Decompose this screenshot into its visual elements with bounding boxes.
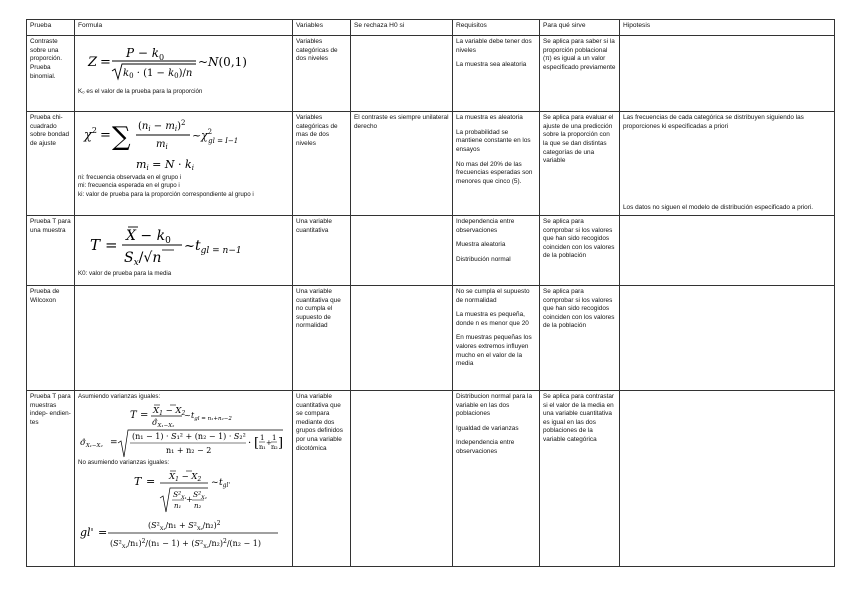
- cell-hipotesis: [620, 285, 835, 390]
- svg-text:1: 1: [260, 434, 265, 443]
- cell-requisitos: [453, 215, 540, 285]
- svg-text:σ̂X₁−X₂: $\sigmâ_{X_1-X_2}$: [152, 418, 175, 430]
- t-independent-unequal-variance-formula: [78, 468, 290, 516]
- svg-text:=: =: [140, 410, 149, 422]
- svg-text:T: T: [134, 474, 142, 488]
- cell-rechaza: [351, 390, 453, 566]
- hipotesis-nula: Las frecuencias de cada categórica se distribuyen siguiendo las proporciones ki especificadas a priori: [623, 114, 804, 130]
- cell-formula: [75, 112, 293, 216]
- cell-hipotesis: [620, 36, 835, 112]
- svg-text:S²X₁: $S^2_{X_1}$: [173, 489, 187, 501]
- cell-formula: [75, 215, 293, 285]
- formula-note: K₀ es el valor de la prueba para la proporción: [78, 88, 203, 95]
- svg-text:tgl = n−1: $t_{gl = n-1}$: [195, 237, 242, 256]
- statistics-table: [26, 19, 835, 567]
- t-one-sample-formula: [78, 218, 290, 270]
- cell-variables: Una variable cuantitativa que no cumpla el supuesto de normalidad: [293, 285, 351, 390]
- table-row: [27, 390, 835, 566]
- cell-formula: [75, 36, 293, 112]
- svg-text:1: 1: [272, 434, 277, 443]
- requisito-item: En muestras pequeñas los valores extremos influyen mucho en el valor de la media: [456, 334, 532, 368]
- header-variables: Variables: [293, 20, 351, 36]
- svg-text:~: ~: [198, 55, 209, 69]
- svg-text:n₁: n₁: [174, 501, 182, 510]
- cell-sirve: Se aplica para contrastar si el valor de la media en una variable cuantitativa es igual en las dos poblaciones de la variable categórica: [540, 390, 620, 566]
- svg-text:T: T: [90, 235, 101, 254]
- header-rechaza: Se rechaza H0 si: [351, 20, 453, 36]
- cell-hipotesis: [620, 112, 835, 216]
- svg-text:=: =: [100, 55, 111, 70]
- cell-rechaza: [351, 285, 453, 390]
- cell-rechaza: [351, 215, 453, 285]
- svg-text:~: ~: [211, 477, 219, 488]
- cell-rechaza: [351, 36, 453, 112]
- svg-text:P − k0: $P - k_0$: [126, 46, 165, 62]
- header-hipotesis: Hipotesis: [620, 20, 835, 36]
- requisito-item: Distribución normal: [456, 255, 511, 263]
- svg-text:=: =: [100, 128, 111, 143]
- svg-text:k0 · (1 − k0)/n: $k_0 \cdot (1 - k_0)/n$: [123, 68, 193, 80]
- cell-sirve: Se aplica para saber si la proporción poblacional (π) es igual a un valor especificado previamente: [540, 36, 620, 112]
- header-formula: Formula: [75, 20, 293, 36]
- svg-text:~: ~: [184, 411, 191, 421]
- cell-sirve: Se aplica para comprobar si los valores que han sido recogidos coinciden con los valores de la población: [540, 285, 620, 390]
- svg-text:~: ~: [192, 129, 202, 142]
- svg-text:tgl': $t_{gl'}$: [219, 477, 231, 489]
- svg-text:mi: $m_i$: [156, 139, 168, 151]
- hipotesis-alternativa: Los datos no siguen el modelo de distribución especificado a priori.: [623, 204, 814, 212]
- cell-prueba: Contraste sobre una proporción. Prueba binomial.: [27, 36, 75, 112]
- cell-hipotesis: [620, 390, 835, 566]
- requisito-item: No mas del 20% de las frecuencias esperadas son menores que cinco (5).: [456, 160, 533, 185]
- svg-text:(ni − mi)2: $(n_i - m_i)^2$: [138, 119, 186, 133]
- svg-text:=: =: [105, 235, 118, 254]
- svg-text:(n₁ − 1) · S₁² + (n₂ − 1) · S₂: (n₁ − 1) · S₁² + (n₂ − 1) · S₂²: [132, 432, 246, 442]
- cell-sirve: Se aplica para comprobar si los valores que han sido recogidos coinciden con los valores de la población: [540, 215, 620, 285]
- header-prueba: Prueba: [27, 20, 75, 36]
- table-row: [27, 215, 835, 285]
- svg-text:=: =: [146, 474, 156, 488]
- cell-requisitos: [453, 36, 540, 112]
- svg-text:n₂: n₂: [194, 501, 202, 510]
- svg-text:(S²X₁/n₁ + S²X₂/n₂)2: $(S^2_{X_1}/n_1 + S^2_{X_2}/n_2)^2$: [148, 519, 221, 532]
- svg-text:·: ·: [248, 438, 252, 450]
- cell-variables: Variables categóricas de mas de dos niveles: [293, 112, 351, 216]
- requisito-item: La muestra es aleatoria: [456, 114, 523, 121]
- requisito-item: La muestra sea aleatoria: [456, 61, 527, 69]
- cell-prueba: Prueba T para una muestra: [27, 215, 75, 285]
- formula-note: No asumiendo varianzas iguales:: [78, 459, 170, 467]
- requisito-item: Independencia entre observaciones: [456, 217, 515, 234]
- cell-requisitos: [453, 390, 540, 566]
- welch-degrees-of-freedom-formula: [78, 516, 290, 552]
- cell-formula: [75, 390, 293, 566]
- cell-requisitos: [453, 112, 540, 216]
- cell-prueba: Prueba de Wilcoxon: [27, 285, 75, 390]
- svg-text:~: ~: [184, 238, 195, 254]
- requisito-item: La muestra es pequeña, donde n es menor que 20: [456, 311, 529, 327]
- cell-prueba: Prueba chi-cuadrado sobre bondad de ajuste: [27, 112, 75, 216]
- requisito-item: Distribucion normal para la variable en las dos poblaciones: [456, 392, 533, 418]
- cell-hipotesis: [620, 215, 835, 285]
- formula-note: Asumiendo varianzas iguales:: [78, 392, 161, 400]
- svg-text:gl': gl': [80, 525, 94, 539]
- cell-variables: Una variable cuantitativa: [293, 215, 351, 285]
- svg-text:X1 − X2: $X_1 - X_2$: [153, 406, 186, 418]
- svg-text:[: [: [254, 436, 260, 452]
- svg-text:]: ]: [278, 436, 284, 452]
- svg-text:=: =: [98, 525, 108, 539]
- svg-text:σ̂X₁−X₂: $\sigmâ_{X_1-X_2}$: [80, 438, 103, 450]
- cell-rechaza: El contraste es siempre unilateral derecho: [351, 112, 453, 216]
- svg-text:X − k0: $X - k_0$: [126, 227, 171, 246]
- cell-variables: Variables categóricas de dos niveles: [293, 36, 351, 112]
- svg-text:χ2gl = I−1: $\chi^2$ gl = I−1: [201, 128, 239, 145]
- svg-text:(S²X₁/n₁)2/(n₁ − 1) + (S²X₂/n₂: $(S^2_{X_1}/n_1)^2/(n_1 - 1) + (S^2_{X_2}/n_2)^2/(n_2 - 1)$: [110, 537, 261, 550]
- header-row: [27, 20, 835, 36]
- formula-note: K0: valor de prueba para la media: [78, 269, 172, 277]
- formula-note: ki: valor de prueba para la proporción correspondiente al grupo i: [78, 190, 254, 198]
- formula-note: mi: frecuencia esperada en el grupo i: [78, 182, 180, 190]
- header-requisitos: Requisitos: [453, 20, 540, 36]
- requisito-item: Igualdad de varianzas: [456, 424, 519, 432]
- requisito-item: Independencia entre observaciones: [456, 439, 515, 456]
- svg-text:n₁: n₁: [259, 443, 266, 452]
- cell-formula: [75, 285, 293, 390]
- requisito-item: La probabilidad se mantiene constante en los ensayos: [456, 128, 531, 153]
- svg-text:n₂: n₂: [271, 443, 278, 452]
- svg-text:Z: Z: [88, 55, 98, 70]
- table-row: [27, 36, 835, 112]
- binomial-formula: [78, 38, 290, 88]
- cell-sirve: Se aplica para evaluar el ajuste de una predicción sobre la proporción con la que se dan distintas categorías de una variable: [540, 112, 620, 216]
- svg-text:X1 − X2: $X_1 - X_2$: [169, 471, 202, 483]
- svg-text:∑: ∑: [112, 122, 131, 152]
- svg-text:n₁ + n₂ − 2: n₁ + n₂ − 2: [166, 446, 212, 456]
- svg-text:T: T: [130, 410, 137, 422]
- cell-prueba: Prueba T para muestras indep- endien- tes: [27, 390, 75, 566]
- cell-variables: Una variable cuantitativa que se compara mediante dos grupos definidos por una variable dicotómica: [293, 390, 351, 566]
- cell-requisitos: [453, 285, 540, 390]
- table-row: [27, 285, 835, 390]
- svg-text:=: =: [110, 438, 118, 449]
- requisito-item: La variable debe tener dos niveles: [456, 38, 532, 54]
- svg-text:Sx/√n: $S_x/√n$: [124, 249, 162, 268]
- t-independent-equal-variance-formula: [78, 401, 290, 459]
- table-row: [27, 112, 835, 216]
- svg-text:+: +: [266, 439, 272, 448]
- requisito-item: No se cumpla el supuesto de normalidad: [456, 287, 530, 304]
- svg-text:χ2: $\chi^2$: [84, 126, 97, 143]
- chi-square-formula: [78, 114, 290, 174]
- svg-text:mi = N · ki: mi = N · ki: [136, 158, 194, 172]
- svg-text:+: +: [186, 494, 193, 504]
- svg-text:S²X₂: $S^2_{X_2}$: [193, 489, 207, 501]
- svg-text:tgl = n₁+n₂−2: $t_{gl = n_1+n_2-2}$: [191, 411, 232, 423]
- formula-note: ni: frecuencia observada en el grupo i: [78, 174, 182, 181]
- header-sirve: Para qué sirve: [540, 20, 620, 36]
- requisito-item: Muestra aleatoria: [456, 241, 506, 249]
- svg-text:N(0,1): N(0,1): [208, 55, 247, 69]
